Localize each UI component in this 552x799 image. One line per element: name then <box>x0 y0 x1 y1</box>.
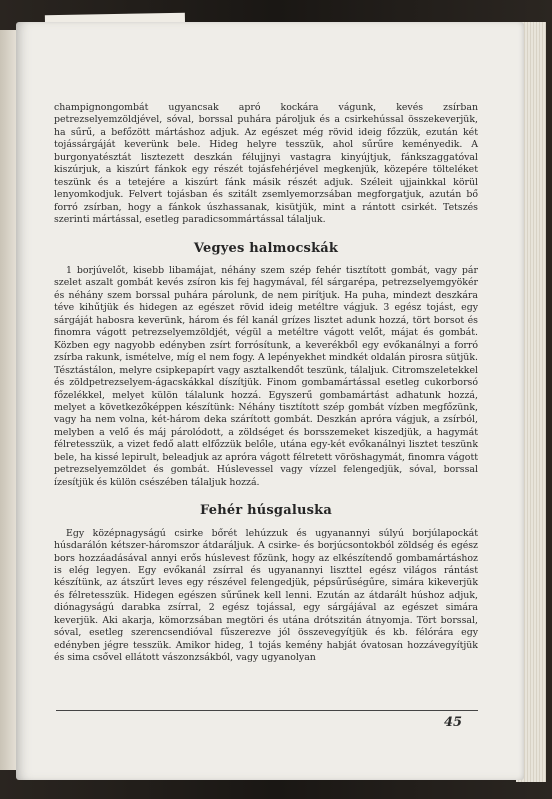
page-text <box>54 102 478 665</box>
book-page <box>16 22 524 780</box>
footer-rule <box>56 710 478 711</box>
page-number: 45 <box>444 715 463 730</box>
section-title-vegyes-halmocskak: Vegyes halmocskák <box>193 240 339 256</box>
section-body-feher-husgaluska: Egy középnagyságú csirke bőrét lehúzzuk és ugyanannyi súlyú borjúlapockát húsdarálón kétszer-háromszor átdaráljuk. A csirke- és borjúcsontokból zöldség és egész bors hozzáadásával annyi erős húslevest főzünk, hogy az elkészítendő gombamártáshoz is elég legyen. Egy evőkanál zsírral és ugyanannyi liszttel egész világos rántást készítünk, az átszűrt leves egy részével felengedjük, pépsűrűségűre, simára kikeverjük és félretesszük. Hidegen egészen sűrűnek kell lenni. Ezután az átdarált húshoz adjuk, diónagyságú darabka zsírral, 2 egész tojással, egy sárgájával az egészet simára keverjük. Aki akarja, kömorzsában megtöri és utána drótszitán átnyomja. Tört borssal, sóval, esetleg szerencsendióval fűszerezve jól összevegyítjük és kb. félórára egy edényben jégre tesszük. Amikor hideg, 1 tojás kemény habját óvatosan hozzávegyítjük és sima csővel ellátott vászonzsákból, vagy ugyanolyan <box>54 527 478 664</box>
intro-paragraph: champignongombát ugyancsak apró kockára vágunk, kevés zsírban petrezselyemzöldjével, sóval, borssal puhára pároljuk és a csirkehússal összekeverjük, ha sűrű, a befőzött mártáshoz adjuk. Az egészet még rövid ideig főzzük, ezután két tojássárgáját keverünk bele. Hideg helyre tesszük, ahol sűrűre keményedik. A burgonyatésztát lisztezett deszkán félujjnyi vastagra kinyújtjuk, fánkszaggatóval kiszúrjuk, a kiszúrt fánkok egy részét tojásfehérjével megkenjük, közepére tölteléket teszünk és a tetejére a kiszúrt fánk másik részét adjuk. Széleit ujjainkkal körül lenyomkodjuk. Felvert tojásban és szitált zsemlyemorzsában megforgatjuk, azután bő forró zsírban, hogy a fánkok úszhassanak, kisütjük, mint a rántott csirkét. Tetszés szerinti mártással, esetleg paradicsommártással tálaljuk. <box>54 102 478 226</box>
section-body-vegyes-halmocskak: 1 borjúvelőt, kisebb libamájat, néhány szem szép fehér tisztított gombát, vagy pár szelet aszalt gombát kevés zsíron kis fej hagymával, fél sárgarépa, petrezselyemgyökér és néhány szem borssal puhára párolunk, de nem pirítjuk. Ha puha, mindezt deszkára téve kihűtjük és hidegen az egészet rövid ideig metéltre vágjuk. 3 egész tojást, egy sárgáját habosra keverünk, három és fél kanál grízes lisztet adunk hozzá, tört borsot és finomra vágott petrezselyemzöldjét, végül a metéltre vágott velőt, májat és gombát. Közben egy nagyobb edényben zsírt forrósítunk, a keverékből egy evőkanálnyi a forró zsírba rakunk, ismételve, míg el nem fogy. A lepényekhet mindkét oldalán pirosra sütjük. Tésztástálon, melyre csipkepapírt vagy asztalkendőt teszünk, tálaljuk. Citromszeletekkel és zöldpetrezselyem-ágacskákkal díszítjük. Finom gombamártással esetleg cukorborsó főzelékkel, melyet külön tálalunk hozzá. Egyszerű gombamártást adhatunk hozzá, melyet a következőképpen készítünk: Néhány tisztított szép gombát vízben megfőzünk, vagy ha nem volna, két-három deka szárított gombát. Deszkán apróra vágjuk, a zsírból, melyben a velő és máj párolódott, a zöldséget és borsszemeket kiszedjük, a hagymát félretesszük, a vizet fedő alatt elfőzzük belőle, utána egy-két evőkanálnyi lisztet teszünk bele, ha kissé lepirult, beleadjuk az apróra vágott félretett vöröshagymát, finomra vágott petrezselyemzöldet és gombát. Húslevessel vagy vízzel felengedjük, sóval, borssal ízesítjük és külön csészében tálaljuk hozzá. <box>54 264 478 488</box>
section-title-feher-husgaluska: Fehér húsgaluska <box>200 503 332 519</box>
